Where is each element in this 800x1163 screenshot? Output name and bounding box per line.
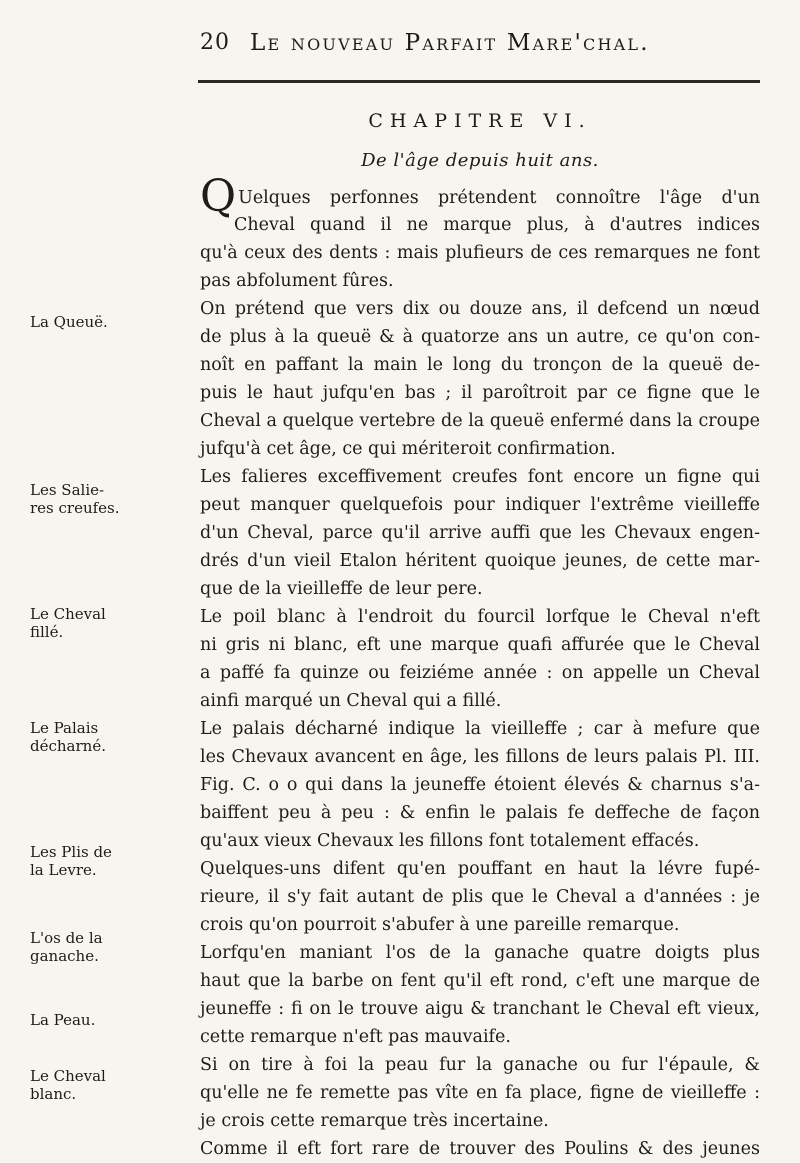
drop-cap: Q bbox=[200, 171, 237, 222]
header-rule bbox=[198, 80, 760, 83]
text-line: je crois cette remarque très incertaine. bbox=[200, 1111, 549, 1131]
text-line: Q Uelques perfonnes prétendent connoître l'âge d'un bbox=[200, 171, 760, 222]
text-line: crois qu'on pourroit s'abufer à une pareille remarque. bbox=[200, 915, 680, 935]
margin-note-palais: Le Palais décharné. bbox=[30, 719, 106, 755]
text-line: Le palais décharné indique la vieilleffe ; car à mefure que bbox=[200, 719, 760, 739]
text-line: rieure, il s'y fait autant de plis que le Cheval a d'années : je bbox=[200, 887, 760, 907]
margin-note-queue: La Queuë. bbox=[30, 313, 108, 331]
text-line: Si on tire à foi la peau fur la ganache ou fur l'épaule, & bbox=[200, 1055, 760, 1075]
text-line: ni gris ni blanc, eft une marque quafi affurée que le Cheval bbox=[200, 635, 760, 655]
margin-note-cheval-blanc: Le Cheval blanc. bbox=[30, 1067, 106, 1103]
text-line: ainfi marqué un Cheval qui a fillé. bbox=[200, 691, 502, 711]
margin-note-cheval-fille: Le Cheval fillé. bbox=[30, 605, 106, 641]
text-line: qu'à ceux des dents : mais plufieurs de ces remarques ne font bbox=[200, 243, 760, 263]
chapter-subtitle: De l'âge depuis huit ans. bbox=[361, 150, 599, 171]
text-line: les Chevaux avancent en âge, les fillons de leurs palais Pl. III. bbox=[200, 747, 760, 767]
text-line: qu'aux vieux Chevaux les fillons font totalement effacés. bbox=[200, 831, 700, 851]
page-number: 20 bbox=[200, 30, 230, 55]
margin-note-os-ganache: L'os de la ganache. bbox=[30, 929, 103, 965]
text-line: qu'elle ne fe remette pas vîte en fa place, figne de vieilleffe : bbox=[200, 1083, 760, 1103]
text-line: que de la vieilleffe de leur pere. bbox=[200, 579, 483, 599]
running-title: Le nouveau Parfait Mare'chal. bbox=[250, 30, 650, 56]
text-line: Cheval a quelque vertebre de la queuë enfermé dans la croupe bbox=[200, 411, 760, 431]
chapter-heading: CHAPITRE VI. bbox=[368, 110, 592, 132]
text-line: Quelques-uns difent qu'en pouffant en haut la lévre fupé- bbox=[200, 859, 760, 879]
text-line: peut manquer quelquefois pour indiquer l'extrême vieilleffe bbox=[200, 495, 760, 515]
margin-note-peau: La Peau. bbox=[30, 1011, 96, 1029]
margin-note-salieres: Les Salie- res creufes. bbox=[30, 481, 120, 517]
running-head bbox=[200, 30, 760, 66]
text-line: Comme il eft fort rare de trouver des Poulins & des jeunes bbox=[200, 1139, 760, 1159]
text-line: jufqu'à cet âge, ce qui mériteroit confirmation. bbox=[200, 439, 616, 459]
text-line: baiffent peu à peu : & enfin le palais fe deffeche de façon bbox=[200, 803, 760, 823]
text-line: haut que la barbe on fent qu'il eft rond, c'eft une marque de bbox=[200, 971, 760, 991]
text-line: pas abfolument fûres. bbox=[200, 271, 394, 291]
text-line: de plus à la queuë & à quatorze ans un autre, ce qu'on con- bbox=[200, 327, 760, 347]
text-line: Les falieres exceffivement creufes font encore un figne qui bbox=[200, 467, 760, 487]
body-text bbox=[200, 171, 760, 1163]
text-line: Le poil blanc à l'endroit du fourcil lorfque le Cheval n'eft bbox=[200, 607, 760, 627]
text-line: d'un Cheval, parce qu'il arrive auffi que les Chevaux engen- bbox=[200, 523, 760, 543]
text-line: Cheval quand il ne marque plus, à d'autres indices bbox=[234, 215, 760, 235]
text-line: cette remarque n'eft pas mauvaife. bbox=[200, 1027, 511, 1047]
text-line: noît en paffant la main le long du tronçon de la queuë de- bbox=[200, 355, 760, 375]
text-line: a paffé fa quinze ou feiziéme année : on appelle un Cheval bbox=[200, 663, 760, 683]
text-line: puis le haut jufqu'en bas ; il paroîtroit par ce figne que le bbox=[200, 383, 760, 403]
margin-note-plis-levre: Les Plis de la Levre. bbox=[30, 843, 112, 879]
text-line: Lorfqu'en maniant l'os de la ganache quatre doigts plus bbox=[200, 943, 760, 963]
text-line: On prétend que vers dix ou douze ans, il defcend un nœud bbox=[200, 299, 760, 319]
text-line: drés d'un vieil Etalon héritent quoique jeunes, de cette mar- bbox=[200, 551, 760, 571]
text-line: Fig. C. o o qui dans la jeuneffe étoient élevés & charnus s'a- bbox=[200, 775, 760, 795]
text-line: jeuneffe : fi on le trouve aigu & tranchant le Cheval eft vieux, bbox=[200, 999, 760, 1019]
